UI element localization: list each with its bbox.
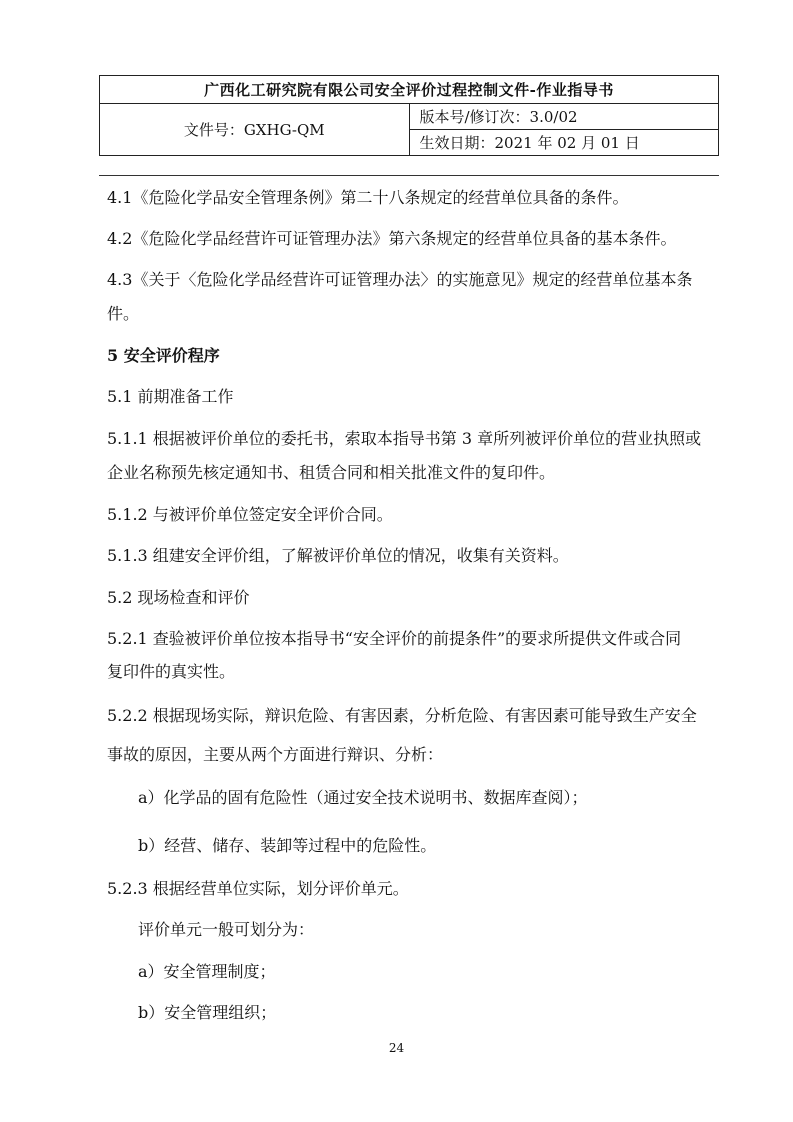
clause-4-3-line1: 4.3《关于〈危险化学品经营许可证管理办法〉的实施意见》规定的经营单位基本条 (107, 270, 693, 289)
header-divider (99, 175, 719, 176)
clause-4-1: 4.1《危险化学品安全管理条例》第二十八条规定的经营单位具备的条件。 (107, 188, 629, 207)
clause-4-2: 4.2《危险化学品经营许可证管理办法》第六条规定的经营单位具备的基本条件。 (107, 229, 677, 248)
list-item-b-units: b）安全管理组织； (138, 1003, 277, 1022)
effective-date: 生效日期：2021 年 02 月 01 日 (409, 130, 719, 156)
clause-5-1-2: 5.1.2 与被评价单位签定安全评价合同。 (107, 505, 393, 524)
page-number: 24 (388, 1041, 405, 1055)
evaluation-units-intro: 评价单元一般可划分为： (138, 920, 315, 939)
clause-5-2-2-line2: 事故的原因，主要从两个方面进行辩识、分析： (107, 745, 444, 764)
list-item-a-hazards: a）化学品的固有危险性（通过安全技术说明书、数据库查阅）； (138, 788, 588, 807)
version-number: 版本号/修订次：3.0/02 (409, 104, 719, 130)
clause-5-2-2-line1: 5.2.2 根据现场实际，辩识危险、有害因素，分析危险、有害因素可能导致生产安全 (107, 706, 697, 725)
file-number: 文件号：GXHG-QM (100, 104, 410, 156)
document-header-table (99, 75, 719, 156)
clause-5-1-1-line1: 5.1.1 根据被评价单位的委托书，索取本指导书第 3 章所列被评价单位的营业执照或 (107, 429, 702, 448)
clause-5-1-3: 5.1.3 组建安全评价组，了解被评价单位的情况，收集有关资料。 (107, 546, 569, 565)
list-item-a-units: a）安全管理制度； (138, 962, 276, 981)
clause-5-1-1-line2: 企业名称预先核定通知书、租赁合同和相关批准文件的复印件。 (107, 463, 556, 482)
clause-5-2-3: 5.2.3 根据经营单位实际，划分评价单元。 (107, 879, 409, 898)
section-5-heading: 5 安全评价程序 (107, 346, 220, 365)
section-5-2-heading: 5.2 现场检查和评价 (107, 588, 250, 607)
clause-4-3-line2: 件。 (107, 304, 140, 323)
list-item-b-hazards: b）经营、储存、装卸等过程中的危险性。 (138, 836, 437, 855)
section-5-1-heading: 5.1 前期准备工作 (107, 387, 234, 406)
clause-5-2-1-line1: 5.2.1 查验被评价单位按本指导书“安全评价的前提条件”的要求所提供文件或合同 (107, 629, 682, 648)
clause-5-2-1-line2: 复印件的真实性。 (107, 662, 236, 681)
document-title: 广西化工研究院有限公司安全评价过程控制文件-作业指导书 (100, 76, 719, 104)
